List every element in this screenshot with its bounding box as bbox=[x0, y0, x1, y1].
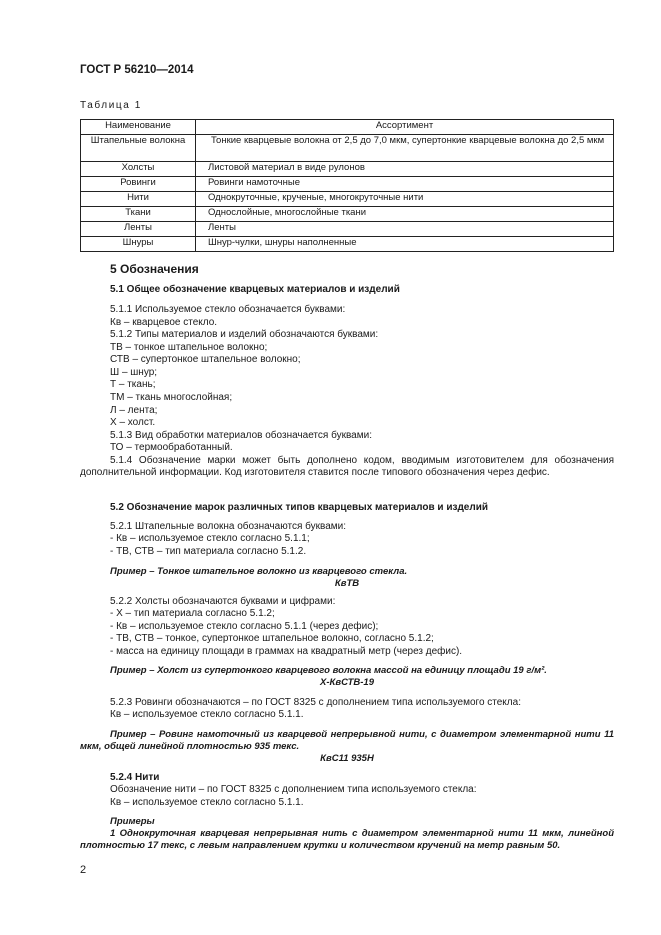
table-cell-name: Штапельные волокна bbox=[81, 135, 196, 162]
table-cell-assortment: Шнур-чулки, шнуры наполненные bbox=[196, 237, 614, 252]
example-text: Пример – Ровинг намоточный из кварцевой непрерывной нити, с диаметром элементарной нити 11 мкм, общей линейной плотностью 935 текс. bbox=[80, 729, 614, 753]
text-line: ТМ – ткань многослойная; bbox=[110, 392, 233, 403]
table-cell-name: Нити bbox=[81, 192, 196, 207]
text-line: - ТВ, СТВ – тонкое, супертонкое штапельное волокно, согласно 5.1.2; bbox=[110, 633, 434, 644]
text-line: 5.2.2 Холсты обозначаются буквами и цифрами: bbox=[110, 596, 336, 607]
text-line: 5.1.1 Используемое стекло обозначается буквами: bbox=[110, 304, 346, 315]
table-cell-name: Шнуры bbox=[81, 237, 196, 252]
text-line: 5.2.1 Штапельные волокна обозначаются буквами: bbox=[110, 521, 347, 532]
table-cell-name: Ровинги bbox=[81, 177, 196, 192]
table-cell-name: Ткани bbox=[81, 207, 196, 222]
table-cell-assortment: Ленты bbox=[196, 222, 614, 237]
table-row bbox=[81, 177, 614, 192]
table-cell-assortment: Однокруточные, крученые, многокруточные нити bbox=[196, 192, 614, 207]
table-caption: Таблица 1 bbox=[80, 100, 142, 111]
text-line: Кв – используемое стекло согласно 5.1.1. bbox=[110, 797, 304, 808]
subsection-title-5-2: 5.2 Обозначение марок различных типов кварцевых материалов и изделий bbox=[110, 502, 489, 513]
table-row bbox=[81, 135, 614, 162]
table-cell-assortment: Тонкие кварцевые волокна от 2,5 до 7,0 мкм, супертонкие кварцевые волокна до 2,5 мкм bbox=[196, 135, 614, 162]
text-line: Л – лента; bbox=[110, 405, 158, 416]
page-number: 2 bbox=[80, 864, 87, 876]
text-line: - Х – тип материала согласно 5.1.2; bbox=[110, 608, 275, 619]
text-line: - масса на единицу площади в граммах на квадратный метр (через дефис). bbox=[110, 646, 463, 657]
text-line: Кв – используемое стекло согласно 5.1.1. bbox=[110, 709, 304, 720]
table-header-row bbox=[81, 120, 614, 135]
subsection-title-5-1: 5.1 Общее обозначение кварцевых материалов и изделий bbox=[110, 284, 400, 295]
example-code: Х-КвСТВ-19 bbox=[320, 677, 374, 688]
paragraph-5-1-4: 5.1.4 Обозначение марки может быть дополнено кодом, вводимым изготовителем для обозначения дополнительной информации. Код изготовителя ставится после типового обозначения через дефис. bbox=[80, 455, 614, 479]
example-text: 1 Однокруточная кварцевая непрерывная нить с диаметром элементарной нити 11 мкм, линейной плотностью 17 текс, с левым направлением крутки и количеством кручений на метр равным 50. bbox=[80, 828, 614, 852]
text-line: ТО – термообработанный. bbox=[110, 442, 233, 453]
table-row bbox=[81, 192, 614, 207]
text-line: - Кв – используемое стекло согласно 5.1.1 (через дефис); bbox=[110, 621, 379, 632]
example-code: КвС11 935Н bbox=[320, 753, 374, 764]
text-line: 5.2.3 Ровинги обозначаются – по ГОСТ 8325 с дополнением типа используемого стекла: bbox=[110, 697, 521, 708]
text-line: - Кв – используемое стекло согласно 5.1.1; bbox=[110, 533, 310, 544]
example-code: КвТВ bbox=[334, 578, 360, 589]
table-cell-name: Ленты bbox=[81, 222, 196, 237]
section-title: 5 Обозначения bbox=[110, 262, 199, 276]
example-text: Пример – Тонкое штапельное волокно из кварцевого стекла. bbox=[110, 566, 408, 577]
text-line: Кв – кварцевое стекло. bbox=[110, 317, 218, 328]
text-line: 5.1.2 Типы материалов и изделий обозначаются буквами: bbox=[110, 329, 379, 340]
table-cell-assortment: Ровинги намоточные bbox=[196, 177, 614, 192]
subsection-title-5-2-4: 5.2.4 Нити bbox=[110, 772, 160, 783]
table-cell-name: Холсты bbox=[81, 162, 196, 177]
text-line: Т – ткань; bbox=[110, 379, 156, 390]
examples-label: Примеры bbox=[110, 816, 155, 827]
example-text: Пример – Холст из супертонкого кварцевого волокна массой на единицу площади 19 г/м². bbox=[110, 665, 547, 676]
document-id: ГОСТ Р 56210—2014 bbox=[80, 64, 194, 76]
table-header-name: Наименование bbox=[81, 120, 196, 135]
table-cell-assortment: Листовой материал в виде рулонов bbox=[196, 162, 614, 177]
table-row bbox=[81, 162, 614, 177]
table-row bbox=[81, 222, 614, 237]
table-row bbox=[81, 237, 614, 252]
text-line: Обозначение нити – по ГОСТ 8325 с дополнением типа используемого стекла: bbox=[110, 784, 477, 795]
text-line: Х – холст. bbox=[110, 417, 156, 428]
table-cell-assortment: Однослойные, многослойные ткани bbox=[196, 207, 614, 222]
table-header-assortment: Ассортимент bbox=[196, 120, 614, 135]
text-line: СТВ – супертонкое штапельное волокно; bbox=[110, 354, 301, 365]
text-line: - ТВ, СТВ – тип материала согласно 5.1.2. bbox=[110, 546, 307, 557]
text-line: Ш – шнур; bbox=[110, 367, 158, 378]
text-line: ТВ – тонкое штапельное волокно; bbox=[110, 342, 268, 353]
table-row bbox=[81, 207, 614, 222]
assortment-table bbox=[80, 119, 614, 252]
text-line: 5.1.3 Вид обработки материалов обозначается буквами: bbox=[110, 430, 372, 441]
